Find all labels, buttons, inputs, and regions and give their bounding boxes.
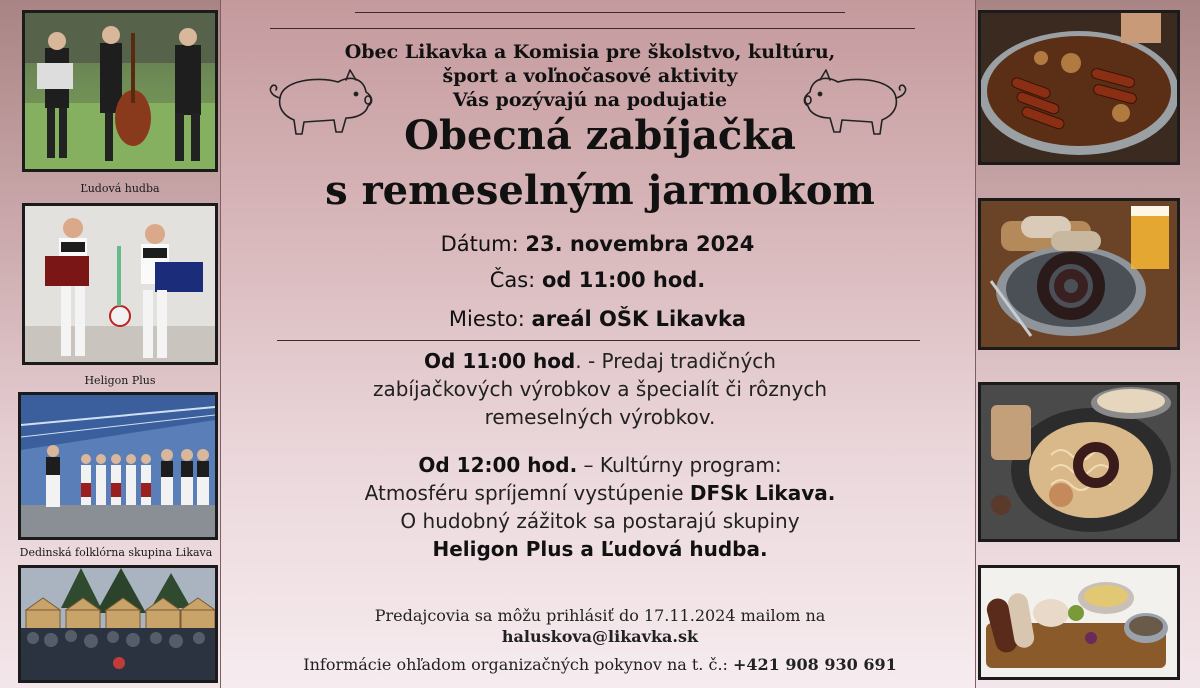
time-value: od 11:00 hod.: [541, 268, 706, 292]
caption-ludova-hudba: Ľudová hudba: [80, 182, 160, 195]
program-1-text-a: . - Predaj tradičných: [575, 349, 776, 373]
program-2-time: Od 12:00 hod.: [418, 453, 578, 477]
date-row: [240, 232, 955, 256]
time-label: Čas:: [489, 268, 536, 292]
organizer-line-3: Vás pozývajú na podujatie: [452, 89, 728, 111]
photo-ludova-hudba: [22, 10, 218, 172]
place-label: Miesto:: [448, 307, 525, 331]
event-title-line-1: Obecná zabíjačka: [404, 112, 796, 159]
top-rule-1: [355, 12, 845, 13]
organizer-line-1: Obec Likavka a Komisia pre školstvo, kultúru,: [344, 41, 836, 63]
program-2-text-c: O hudobný zážitok sa postarajú skupiny: [400, 509, 800, 533]
photo-zabijacka-pan: [978, 10, 1180, 165]
program-2-bands: Heligon Plus a Ľudová hudba.: [432, 537, 768, 561]
photo-jaternica-kapusta: [978, 382, 1180, 542]
date-label: Dátum:: [440, 232, 519, 256]
event-title-line-2: s remeselným jarmokom: [325, 167, 875, 214]
program-1-time: Od 11:00 hod: [424, 349, 576, 373]
photo-jarmok: [18, 565, 218, 683]
left-divider: [220, 0, 221, 688]
details-rule: [277, 340, 920, 341]
caption-folklorna-skupina: Dedinská folklórna skupina Likava: [19, 546, 213, 559]
photo-folklorna-skupina: [18, 392, 218, 540]
info-row: [240, 655, 960, 674]
photo-udeniny-doska: [978, 565, 1180, 680]
program-block-2: [250, 451, 950, 563]
email-link[interactable]: haluskova@likavka.sk: [501, 627, 699, 646]
program-2-group: DFSk Likava.: [689, 481, 836, 505]
time-row: [240, 268, 955, 292]
photo-heligon-plus: [22, 203, 218, 365]
top-rule-2: [270, 28, 915, 29]
program-block-1: [250, 347, 950, 431]
program-2-text-b: Atmosféru spríjemní vystúpenie: [364, 481, 690, 505]
program-2-text-a: – Kultúrny program:: [577, 453, 782, 477]
right-divider: [975, 0, 976, 688]
organizer-line-2: šport a voľnočasové aktivity: [442, 65, 738, 87]
caption-heligon-plus: Heligon Plus: [84, 374, 156, 387]
organizer-block: [260, 40, 920, 112]
place-row: [240, 307, 955, 331]
vendors-note: Predajcovia sa môžu prihlásiť do 17.11.2024 mailom na: [374, 606, 826, 625]
photo-klobasy-pivo: [978, 198, 1180, 350]
place-value: areál OŠK Likavka: [531, 307, 747, 331]
date-value: 23. novembra 2024: [525, 232, 755, 256]
program-1-text-b: zabíjačkových výrobkov a špecialít či rôznych: [372, 377, 828, 401]
phone-number: +421 908 930 691: [733, 655, 897, 674]
contact-email[interactable]: [240, 627, 960, 646]
info-text: Informácie ohľadom organizačných pokynov na t. č.:: [303, 655, 733, 674]
program-1-text-c: remeselných výrobkov.: [484, 405, 716, 429]
